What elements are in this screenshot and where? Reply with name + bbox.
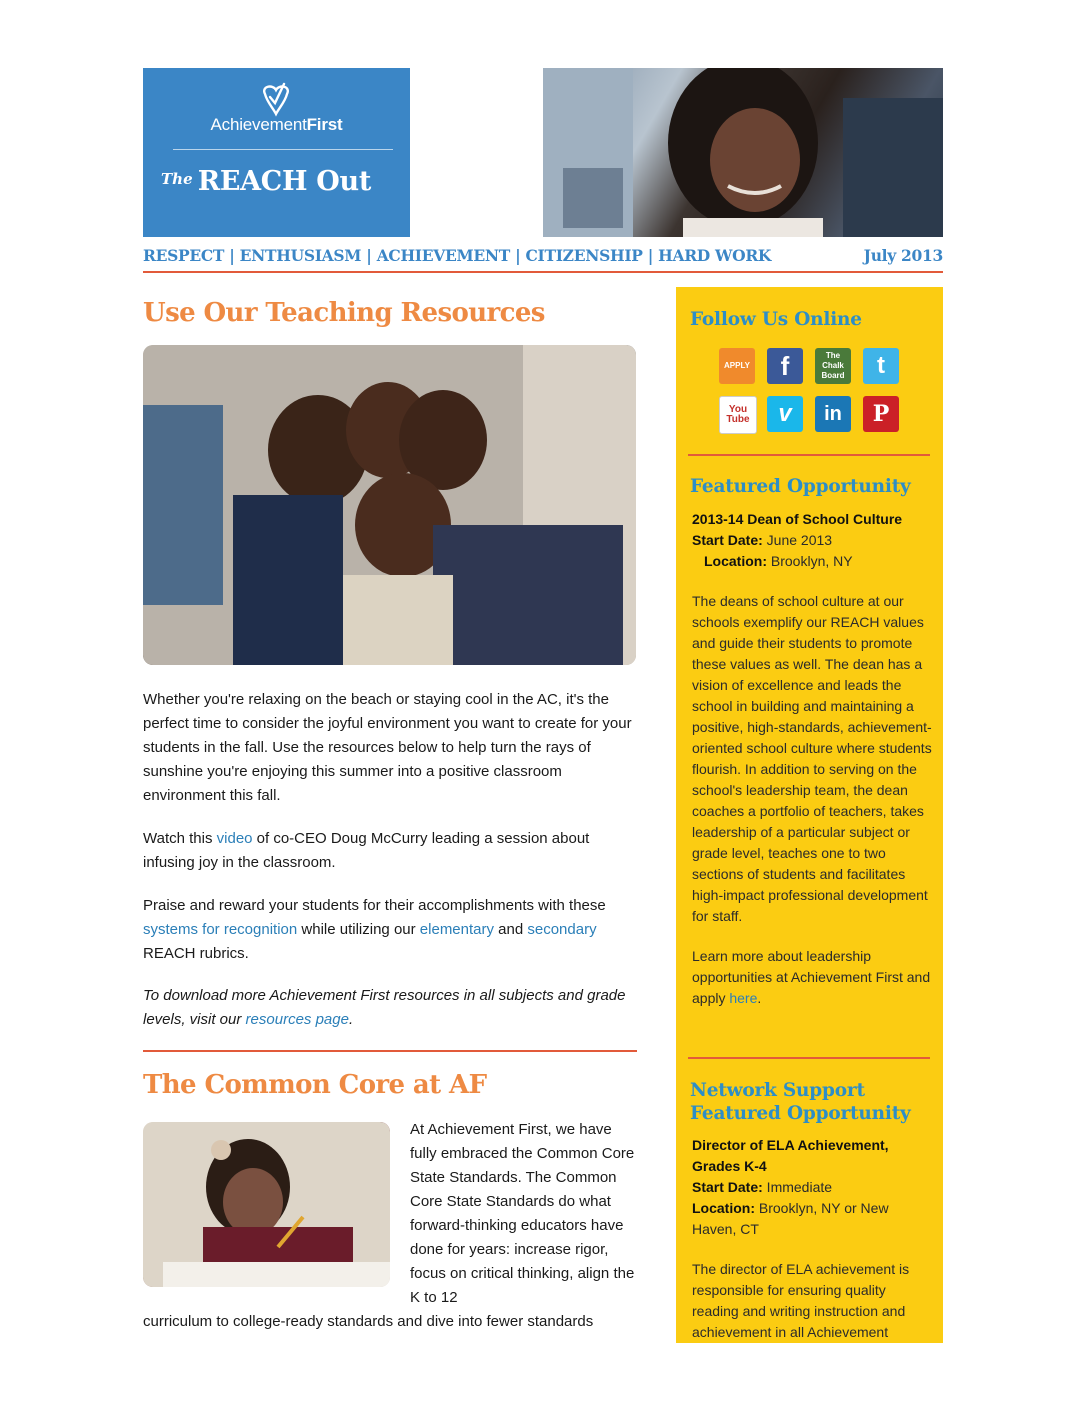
- video-link[interactable]: video: [216, 830, 253, 847]
- facebook-icon[interactable]: [767, 348, 803, 384]
- apple-check-logo-icon: [143, 80, 410, 120]
- chalkboard-icon-label: The Chalk Board: [821, 351, 845, 380]
- p3-text-before: Praise and reward your students for their accomplishments with these: [143, 897, 606, 914]
- featured-start: [692, 530, 932, 551]
- network-role: [692, 1135, 932, 1177]
- secondary-link[interactable]: secondary: [527, 921, 597, 938]
- vimeo-icon-label: v: [778, 400, 792, 427]
- masthead-the: The: [161, 170, 193, 188]
- paragraph-recognition: [143, 894, 638, 966]
- network-support-title: Network Support Featured Opportunity: [690, 1080, 911, 1124]
- p3-text-mid: while utilizing our: [297, 921, 420, 938]
- network-description: The director of ELA achievement is responsible for ensuring quality reading and writing instruction and achievement in all Achievement: [692, 1261, 910, 1340]
- follow-us-title: Follow Us Online: [690, 309, 862, 330]
- sidebar-divider-1: [688, 454, 930, 456]
- youtube-icon[interactable]: [719, 396, 757, 434]
- students-photo-illustration: [143, 345, 636, 665]
- chalkboard-icon[interactable]: [815, 348, 851, 384]
- hero-photo-student: [543, 68, 943, 237]
- issue-date: July 2013: [863, 246, 943, 265]
- network-opportunity-details: [692, 1135, 932, 1343]
- location-label: Location:: [704, 553, 767, 569]
- linkedin-icon-label: in: [824, 403, 842, 425]
- facebook-icon-label: f: [780, 351, 790, 381]
- start-label: Start Date:: [692, 532, 763, 548]
- network-location-label: Location:: [692, 1200, 755, 1216]
- twitter-icon-label: t: [877, 352, 885, 379]
- p3-text-and: and: [494, 921, 528, 938]
- learn-more-text: [692, 946, 932, 1009]
- featured-opportunity-title: Featured Opportunity: [690, 476, 911, 497]
- header-divider: [143, 271, 943, 273]
- network-start: [692, 1177, 932, 1198]
- masthead-title: REACH Out: [197, 166, 372, 197]
- values-bar: [143, 246, 943, 268]
- featured-opportunity-details: [692, 509, 932, 1009]
- learn-more-end: .: [757, 990, 762, 1006]
- p3-text-after: REACH rubrics.: [143, 945, 249, 962]
- featured-description: The deans of school culture at our schools exemplify our REACH values and guide their students to promote these values as well. The dean has a vision of excellence and leads the school in building and maintaining a positive, high-standards, achievement-oriented school culture where students flourish. In addition to serving on the school's leadership team, the dean coaches a portfolio of teachers, takes leadership of a particular subject or grade level, teaches one to two sections of students and facilitates high-impact professional development for staff.: [692, 593, 932, 924]
- network-location-value: Brooklyn, NY or New Haven, CT: [692, 1200, 889, 1237]
- paragraph-intro: Whether you're relaxing on the beach or staying cool in the AC, it's the perfect time to consider the joyful environment you want to create for your students in the fall. Use the resources below to help turn the rays of sunshine you're enjoying this summer into a positive classroom environment this fall.: [143, 691, 632, 804]
- featured-role: [692, 509, 932, 530]
- featured-role-text: 2013-14 Dean of School Culture: [692, 511, 903, 527]
- paragraph-resources: [143, 984, 638, 1032]
- elementary-link[interactable]: elementary: [419, 921, 494, 938]
- pinterest-icon-label: P: [872, 401, 890, 427]
- social-icons: [719, 348, 909, 438]
- photo-student-writing: [143, 1122, 390, 1287]
- hero-photo-illustration: [543, 68, 943, 237]
- featured-start-value: June 2013: [762, 532, 833, 548]
- featured-location-value: Brooklyn, NY: [767, 553, 853, 569]
- brand-part1: Achievement: [210, 115, 307, 134]
- apply-icon-label: APPLY: [724, 361, 750, 370]
- photo-students-group: [143, 345, 636, 665]
- section-title-common-core: The Common Core at AF: [143, 1070, 487, 1100]
- brand-name: [143, 115, 410, 135]
- vimeo-icon[interactable]: [767, 396, 803, 432]
- featured-location: [692, 551, 932, 572]
- apply-here-link[interactable]: here: [729, 990, 758, 1006]
- paragraph-common-core-continued: curriculum to college-ready standards and dive into fewer standards: [143, 1313, 594, 1330]
- writing-photo-illustration: [143, 1122, 390, 1287]
- network-start-value: Immediate: [762, 1179, 833, 1195]
- paragraph-video: [143, 827, 638, 875]
- section-title-teaching-resources: Use Our Teaching Resources: [143, 298, 545, 328]
- p4-text-before: To download more Achievement First resources in all subjects and grade levels, visit our: [143, 987, 626, 1028]
- resources-page-link[interactable]: resources page: [245, 1011, 349, 1028]
- reach-values: RESPECT | ENTHUSIASM | ACHIEVEMENT | CITIZENSHIP | HARD WORK: [143, 246, 772, 265]
- pinterest-icon[interactable]: [863, 396, 899, 432]
- systems-for-recognition-link[interactable]: systems for recognition: [143, 921, 298, 938]
- sidebar: [676, 287, 943, 1343]
- linkedin-icon[interactable]: [815, 396, 851, 432]
- network-role-text: Director of ELA Achievement, Grades K-4: [692, 1137, 889, 1174]
- section-divider: [143, 1050, 637, 1052]
- learn-more-body: Learn more about leadership opportunities at Achievement First and apply: [692, 948, 931, 1006]
- brand-part2: First: [306, 115, 343, 134]
- p4-text-after: .: [348, 1011, 354, 1028]
- sidebar-divider-2: [688, 1057, 930, 1059]
- network-start-label: Start Date:: [692, 1179, 763, 1195]
- network-location: [692, 1198, 932, 1240]
- apply-icon[interactable]: [719, 348, 755, 384]
- logo-divider: [173, 149, 393, 150]
- twitter-icon[interactable]: [863, 348, 899, 384]
- newsletter-masthead: [161, 166, 371, 197]
- paragraph-common-core: At Achievement First, we have fully embraced the Common Core State Standards. The Common Core State Standards do what forward-thinking educators have done for years: increase rigor, focus on critical thinking, align the K to 12: [410, 1121, 635, 1306]
- p2-text-before: Watch this: [143, 830, 217, 847]
- logo-box: [143, 68, 410, 237]
- youtube-icon-label: You Tube: [726, 404, 750, 425]
- p2-text-after: of co-CEO Doug McCurry leading a session about infusing joy in the classroom.: [143, 830, 590, 871]
